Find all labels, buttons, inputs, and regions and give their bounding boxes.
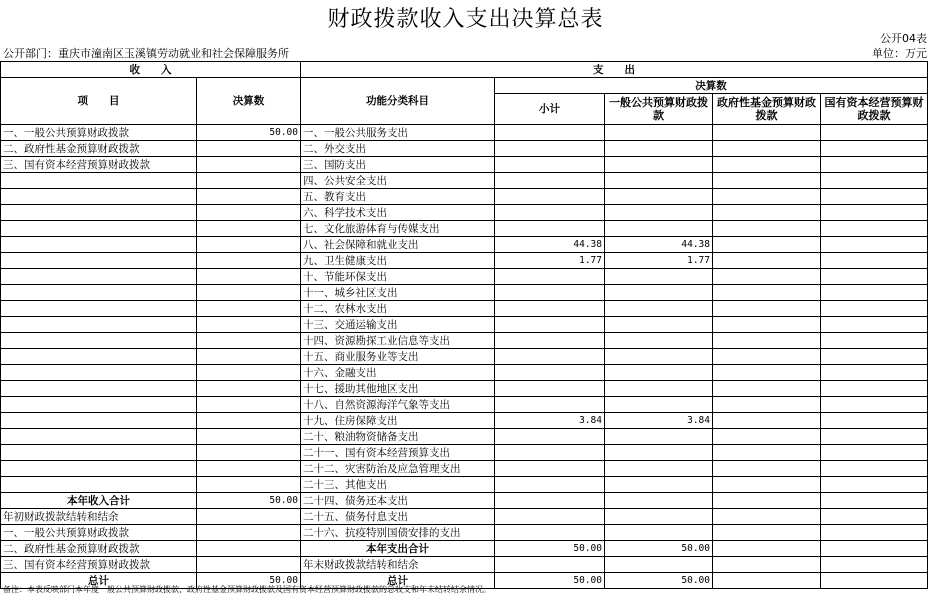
- gov-fund-cell: [713, 573, 821, 589]
- table-row: [1, 317, 928, 333]
- state-capital-cell: [821, 189, 928, 205]
- general-budget-cell: [605, 189, 713, 205]
- func-category-cell: 十四、资源勘探工业信息等支出: [301, 333, 495, 349]
- state-capital-cell: [821, 205, 928, 221]
- table-row: [1, 493, 928, 509]
- state-capital-cell: [821, 349, 928, 365]
- gov-fund-cell: [713, 365, 821, 381]
- income-item-cell: [1, 285, 197, 301]
- gov-fund-cell: [713, 509, 821, 525]
- general-budget-cell: [605, 285, 713, 301]
- gov-fund-cell: [713, 349, 821, 365]
- table-row: [1, 125, 928, 141]
- income-amount-cell: [197, 157, 301, 173]
- subtotal-cell: [495, 173, 605, 189]
- income-item-cell: 年初财政拨款结转和结余: [1, 509, 197, 525]
- table-row: [1, 541, 928, 557]
- general-budget-cell: [605, 557, 713, 573]
- gov-fund-cell: [713, 285, 821, 301]
- gov-fund-header: 政府性基金预算财政拨款: [713, 94, 821, 125]
- income-amount-cell: [197, 333, 301, 349]
- income-amount-cell: [197, 349, 301, 365]
- table-row: [1, 221, 928, 237]
- general-budget-cell: [605, 525, 713, 541]
- gov-fund-cell: [713, 237, 821, 253]
- unit-label: 单位：万元: [872, 47, 927, 60]
- general-budget-cell: [605, 349, 713, 365]
- general-budget-cell: [605, 205, 713, 221]
- general-budget-cell: [605, 509, 713, 525]
- income-item-cell: [1, 445, 197, 461]
- subtotal-cell: 3.84: [495, 413, 605, 429]
- state-capital-cell: [821, 269, 928, 285]
- func-category-cell: 三、国防支出: [301, 157, 495, 173]
- state-capital-cell: [821, 557, 928, 573]
- general-budget-cell: 1.77: [605, 253, 713, 269]
- subtotal-cell: [495, 461, 605, 477]
- general-budget-cell: [605, 461, 713, 477]
- general-budget-cell: [605, 397, 713, 413]
- subtotal-cell: [495, 557, 605, 573]
- income-item-cell: [1, 397, 197, 413]
- budget-summary-table: [0, 61, 928, 589]
- income-amount-cell: [197, 317, 301, 333]
- table-row: [1, 477, 928, 493]
- income-item-cell: [1, 429, 197, 445]
- table-row: [1, 269, 928, 285]
- subtotal-cell: [495, 141, 605, 157]
- gov-fund-cell: [713, 141, 821, 157]
- subtotal-header: 小计: [495, 94, 605, 125]
- table-row: [1, 413, 928, 429]
- func-category-cell: 二十六、抗疫特别国债安排的支出: [301, 525, 495, 541]
- subtotal-cell: 44.38: [495, 237, 605, 253]
- table-row: [1, 189, 928, 205]
- general-budget-cell: [605, 365, 713, 381]
- state-capital-cell: [821, 413, 928, 429]
- general-budget-cell: 50.00: [605, 573, 713, 589]
- state-capital-cell: [821, 541, 928, 557]
- gov-fund-cell: [713, 397, 821, 413]
- general-budget-cell: [605, 429, 713, 445]
- gov-fund-cell: [713, 557, 821, 573]
- subtotal-cell: [495, 301, 605, 317]
- income-item-cell: [1, 253, 197, 269]
- table-row: [1, 509, 928, 525]
- general-budget-cell: [605, 125, 713, 141]
- income-item-cell: [1, 221, 197, 237]
- income-amount-cell: [197, 141, 301, 157]
- state-capital-cell: [821, 365, 928, 381]
- state-capital-cell: [821, 317, 928, 333]
- gov-fund-cell: [713, 445, 821, 461]
- subtotal-cell: [495, 349, 605, 365]
- general-budget-cell: [605, 381, 713, 397]
- gov-fund-cell: [713, 125, 821, 141]
- state-capital-cell: [821, 301, 928, 317]
- table-row: [1, 285, 928, 301]
- gov-fund-cell: [713, 301, 821, 317]
- income-amount-cell: [197, 477, 301, 493]
- table-row: [1, 253, 928, 269]
- table-row: [1, 397, 928, 413]
- func-category-cell: 五、教育支出: [301, 189, 495, 205]
- func-category-cell: 十六、金融支出: [301, 365, 495, 381]
- state-capital-cell: [821, 493, 928, 509]
- income-amount-cell: [197, 541, 301, 557]
- income-amount-cell: 50.00: [197, 125, 301, 141]
- func-category-cell: 二、外交支出: [301, 141, 495, 157]
- gov-fund-cell: [713, 461, 821, 477]
- subtotal-cell: [495, 205, 605, 221]
- general-budget-cell: 50.00: [605, 541, 713, 557]
- general-budget-cell: [605, 333, 713, 349]
- subtotal-cell: [495, 285, 605, 301]
- income-item-cell: [1, 413, 197, 429]
- func-category-cell: 二十、粮油物资储备支出: [301, 429, 495, 445]
- table-row: [1, 237, 928, 253]
- general-budget-cell: [605, 173, 713, 189]
- income-item-cell: [1, 301, 197, 317]
- subtotal-cell: [495, 269, 605, 285]
- subtotal-cell: [495, 493, 605, 509]
- func-category-cell: 四、公共安全支出: [301, 173, 495, 189]
- subtotal-cell: [495, 221, 605, 237]
- income-item-cell: [1, 477, 197, 493]
- table-row: [1, 173, 928, 189]
- table-row: [1, 301, 928, 317]
- expense-header: 支 出: [301, 62, 928, 78]
- income-amount-cell: [197, 525, 301, 541]
- state-capital-cell: [821, 397, 928, 413]
- general-budget-header: 一般公共预算财政拨款: [605, 94, 713, 125]
- gov-fund-cell: [713, 493, 821, 509]
- subtotal-cell: [495, 333, 605, 349]
- income-amount-cell: 50.00: [197, 493, 301, 509]
- gov-fund-cell: [713, 269, 821, 285]
- func-category-cell: 九、卫生健康支出: [301, 253, 495, 269]
- income-item-cell: 总计: [1, 573, 197, 589]
- table-row: [1, 557, 928, 573]
- subtotal-cell: [495, 509, 605, 525]
- income-amount-cell: [197, 557, 301, 573]
- income-header: 收 入: [1, 62, 301, 78]
- func-category-cell: 本年支出合计: [301, 541, 495, 557]
- income-item-cell: 一、一般公共预算财政拨款: [1, 525, 197, 541]
- state-capital-cell: [821, 253, 928, 269]
- income-item-cell: 二、政府性基金预算财政拨款: [1, 141, 197, 157]
- general-budget-cell: [605, 445, 713, 461]
- income-item-cell: 本年收入合计: [1, 493, 197, 509]
- gov-fund-cell: [713, 189, 821, 205]
- func-category-cell: 十七、援助其他地区支出: [301, 381, 495, 397]
- general-budget-cell: [605, 477, 713, 493]
- income-item-cell: [1, 205, 197, 221]
- state-capital-cell: [821, 477, 928, 493]
- footnote: 备注：本表反映部门本年度一般公共预算财政拨款、政府性基金预算财政拨款及国有资本经营预算财政拨款的总收支和年末结转结余情况。: [3, 585, 491, 594]
- table-row: [1, 365, 928, 381]
- state-capital-cell: [821, 381, 928, 397]
- func-category-cell: 二十五、债务付息支出: [301, 509, 495, 525]
- subtotal-cell: [495, 189, 605, 205]
- table-row: [1, 381, 928, 397]
- income-amount-cell: [197, 381, 301, 397]
- gov-fund-cell: [713, 525, 821, 541]
- item-header: 项 目: [1, 78, 197, 125]
- func-category-cell: 年末财政拨款结转和结余: [301, 557, 495, 573]
- income-item-cell: [1, 349, 197, 365]
- general-budget-cell: [605, 141, 713, 157]
- func-category-cell: 二十三、其他支出: [301, 477, 495, 493]
- func-category-cell: 七、文化旅游体育与传媒支出: [301, 221, 495, 237]
- state-capital-cell: [821, 573, 928, 589]
- state-capital-cell: [821, 157, 928, 173]
- func-category-header: 功能分类科目: [301, 78, 495, 125]
- income-amount-cell: [197, 429, 301, 445]
- income-item-cell: [1, 365, 197, 381]
- subtotal-cell: [495, 157, 605, 173]
- gov-fund-cell: [713, 173, 821, 189]
- income-item-cell: [1, 381, 197, 397]
- subtotal-cell: [495, 317, 605, 333]
- gov-fund-cell: [713, 157, 821, 173]
- table-row: [1, 429, 928, 445]
- income-amount-cell: [197, 253, 301, 269]
- income-amount-cell: [197, 269, 301, 285]
- func-category-cell: 八、社会保障和就业支出: [301, 237, 495, 253]
- income-item-cell: 三、国有资本经营预算财政拨款: [1, 157, 197, 173]
- subtotal-cell: 50.00: [495, 573, 605, 589]
- general-budget-cell: 44.38: [605, 237, 713, 253]
- gov-fund-cell: [713, 333, 821, 349]
- func-category-cell: 十、节能环保支出: [301, 269, 495, 285]
- state-capital-cell: [821, 141, 928, 157]
- general-budget-cell: [605, 269, 713, 285]
- general-budget-cell: [605, 157, 713, 173]
- income-item-cell: 二、政府性基金预算财政拨款: [1, 541, 197, 557]
- income-amount-cell: [197, 173, 301, 189]
- income-amount-cell: [197, 509, 301, 525]
- income-item-cell: [1, 173, 197, 189]
- final-amount-header: 决算数: [197, 78, 301, 125]
- table-row: [1, 205, 928, 221]
- income-amount-cell: [197, 397, 301, 413]
- func-category-cell: 十五、商业服务业等支出: [301, 349, 495, 365]
- subtotal-cell: 1.77: [495, 253, 605, 269]
- income-amount-cell: [197, 301, 301, 317]
- table-row: [1, 445, 928, 461]
- income-item-cell: 三、国有资本经营预算财政拨款: [1, 557, 197, 573]
- func-category-cell: 二十一、国有资本经营预算支出: [301, 445, 495, 461]
- general-budget-cell: [605, 301, 713, 317]
- form-code: 公开04表: [880, 32, 927, 45]
- gov-fund-cell: [713, 541, 821, 557]
- state-capital-cell: [821, 173, 928, 189]
- state-capital-cell: [821, 221, 928, 237]
- state-capital-cell: [821, 445, 928, 461]
- general-budget-cell: 3.84: [605, 413, 713, 429]
- gov-fund-cell: [713, 429, 821, 445]
- func-category-cell: 总计: [301, 573, 495, 589]
- func-category-cell: 十九、住房保障支出: [301, 413, 495, 429]
- table-row: [1, 461, 928, 477]
- income-amount-cell: [197, 461, 301, 477]
- subtotal-cell: [495, 397, 605, 413]
- page-title: 财政拨款收入支出决算总表: [327, 7, 604, 32]
- income-item-cell: [1, 269, 197, 285]
- subtotal-cell: [495, 477, 605, 493]
- table-row: [1, 141, 928, 157]
- gov-fund-cell: [713, 381, 821, 397]
- func-category-cell: 十一、城乡社区支出: [301, 285, 495, 301]
- state-capital-cell: [821, 509, 928, 525]
- gov-fund-cell: [713, 221, 821, 237]
- gov-fund-cell: [713, 317, 821, 333]
- state-capital-cell: [821, 429, 928, 445]
- income-amount-cell: [197, 413, 301, 429]
- state-capital-cell: [821, 237, 928, 253]
- subtotal-cell: 50.00: [495, 541, 605, 557]
- state-capital-cell: [821, 461, 928, 477]
- income-item-cell: [1, 317, 197, 333]
- income-amount-cell: [197, 189, 301, 205]
- func-category-cell: 十二、农林水支出: [301, 301, 495, 317]
- subtotal-cell: [495, 365, 605, 381]
- income-item-cell: [1, 237, 197, 253]
- income-item-cell: 一、一般公共预算财政拨款: [1, 125, 197, 141]
- state-capital-cell: [821, 525, 928, 541]
- department-label: 公开部门：重庆市潼南区玉溪镇劳动就业和社会保障服务所: [3, 47, 289, 60]
- subtotal-cell: [495, 381, 605, 397]
- general-budget-cell: [605, 493, 713, 509]
- table-row: [1, 157, 928, 173]
- general-budget-cell: [605, 317, 713, 333]
- table-row: [1, 525, 928, 541]
- state-capital-header: 国有资本经营预算财政拨款: [821, 94, 928, 125]
- table-row: [1, 349, 928, 365]
- income-amount-cell: [197, 285, 301, 301]
- gov-fund-cell: [713, 477, 821, 493]
- income-amount-cell: [197, 445, 301, 461]
- subtotal-cell: [495, 429, 605, 445]
- income-amount-cell: [197, 205, 301, 221]
- state-capital-cell: [821, 125, 928, 141]
- income-amount-cell: [197, 365, 301, 381]
- subtotal-cell: [495, 445, 605, 461]
- income-amount-cell: [197, 237, 301, 253]
- income-amount-cell: [197, 221, 301, 237]
- func-category-cell: 二十四、债务还本支出: [301, 493, 495, 509]
- table-row: [1, 333, 928, 349]
- general-budget-cell: [605, 221, 713, 237]
- income-item-cell: [1, 189, 197, 205]
- func-category-cell: 二十二、灾害防治及应急管理支出: [301, 461, 495, 477]
- state-capital-cell: [821, 333, 928, 349]
- income-item-cell: [1, 461, 197, 477]
- func-category-cell: 一、一般公共服务支出: [301, 125, 495, 141]
- income-amount-cell: 50.00: [197, 573, 301, 589]
- func-category-cell: 十八、自然资源海洋气象等支出: [301, 397, 495, 413]
- state-capital-cell: [821, 285, 928, 301]
- subtotal-cell: [495, 525, 605, 541]
- gov-fund-cell: [713, 253, 821, 269]
- func-category-cell: 六、科学技术支出: [301, 205, 495, 221]
- gov-fund-cell: [713, 413, 821, 429]
- final-amount-group-header: 决算数: [495, 78, 928, 94]
- income-item-cell: [1, 333, 197, 349]
- gov-fund-cell: [713, 205, 821, 221]
- func-category-cell: 十三、交通运输支出: [301, 317, 495, 333]
- subtotal-cell: [495, 125, 605, 141]
